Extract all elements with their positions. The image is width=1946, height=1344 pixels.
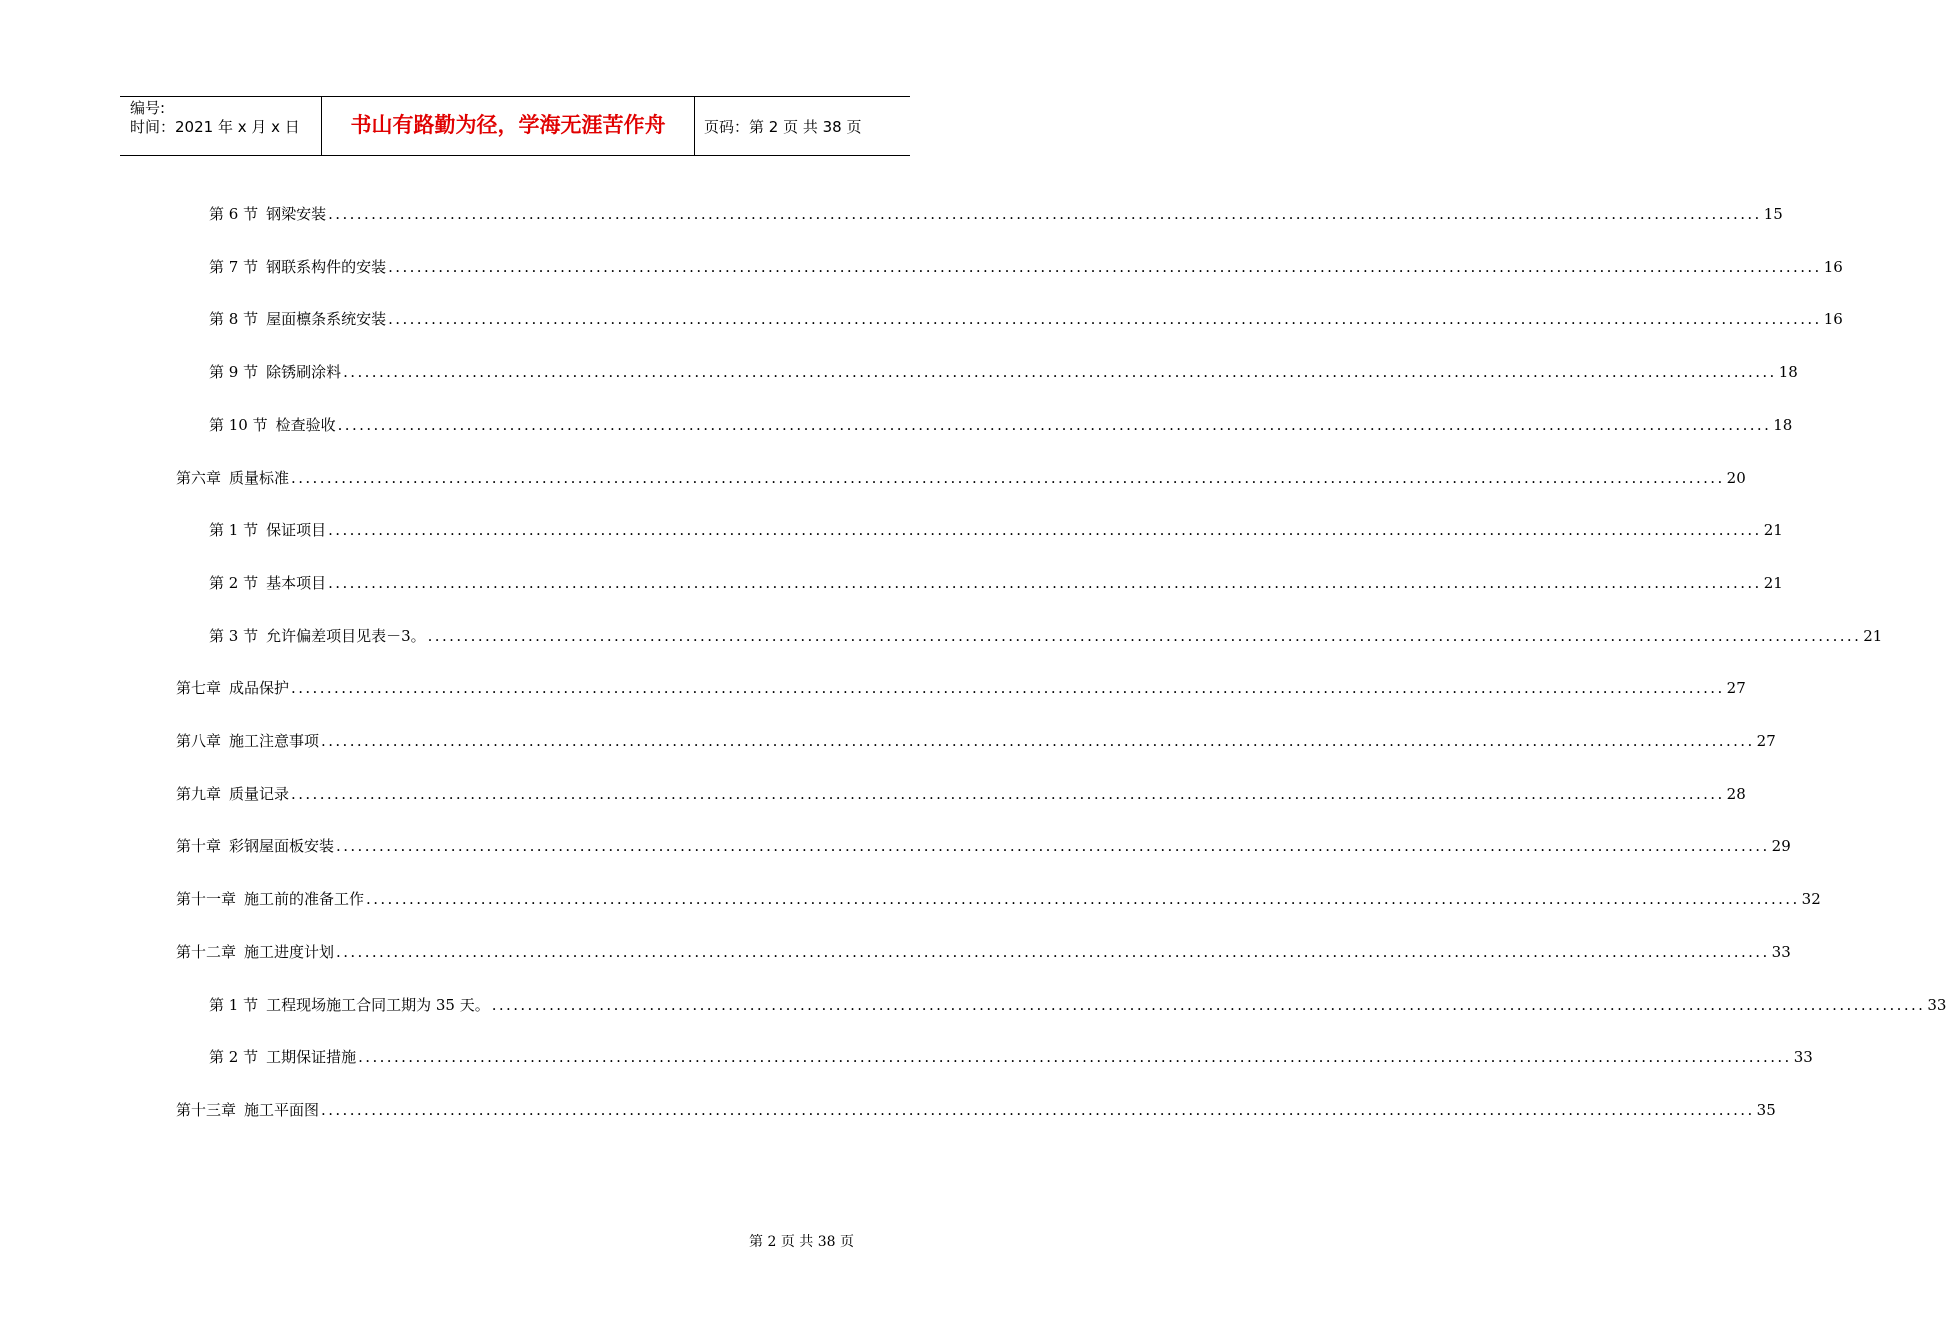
toc-entry-page: 18 [1773,415,1793,434]
toc-dot-leader: ........................................................................................................................................................................................................ [358,1048,1792,1067]
toc-entry-page: 21 [1763,521,1783,540]
toc-entry-label [176,942,334,962]
toc-section-entry[interactable] [209,520,1783,540]
toc-entry-number: 第六章 [176,468,222,487]
toc-entry-number: 第 10 节 [209,415,268,434]
toc-chapter-entry[interactable] [176,889,1821,909]
toc-entry-page: 21 [1863,626,1883,645]
toc-chapter-entry[interactable] [176,678,1746,698]
toc-dot-leader: ........................................................................................................................................................................................................ [336,942,1770,961]
toc-dot-leader: ........................................................................................................................................................................................................ [491,995,1926,1014]
toc-entry-page: 33 [1927,995,1946,1014]
toc-entry-number: 第 2 节 [209,1048,259,1067]
toc-chapter-entry[interactable] [176,942,1791,962]
toc-section-entry[interactable] [209,362,1798,382]
toc-entry-label [209,520,326,540]
toc-chapter-entry[interactable] [176,468,1746,488]
toc-dot-leader: ........................................................................................................................................................................................................ [427,626,1862,645]
toc-dot-leader: ........................................................................................................................................................................................................ [337,415,1772,434]
toc-entry-title: 彩钢屋面板安装 [229,837,335,856]
page-header [120,96,910,156]
toc-section-entry[interactable] [209,204,1783,224]
toc-entry-title: 施工进度计划 [244,942,335,961]
header-motto: 书山有路勤为径，学海无涯苦作舟 [350,113,666,137]
toc-entry-number: 第 9 节 [209,363,259,382]
toc-entry-title: 质量标准 [229,468,290,487]
toc-dot-leader: ........................................................................................................................................................................................................ [328,205,1762,223]
toc-entry-number: 第七章 [176,679,222,698]
toc-entry-label [176,784,289,804]
toc-entry-label [176,678,289,698]
toc-entry-title: 施工前的准备工作 [244,890,365,909]
toc-entry-page: 15 [1763,205,1783,223]
document-code-label: 编号: [130,99,166,117]
toc-dot-leader: ........................................................................................................................................................................................................ [321,732,1755,750]
toc-entry-number: 第 1 节 [209,995,259,1014]
toc-dot-leader: ........................................................................................................................................................................................................ [388,257,1822,276]
toc-entry-title: 除锈刷涂料 [266,363,342,382]
toc-entry-title: 成品保护 [229,679,290,698]
toc-entry-number: 第 3 节 [209,626,259,645]
toc-entry-title: 基本项目 [266,573,327,592]
toc-entry-number: 第 1 节 [209,521,259,540]
toc-entry-label [209,1047,356,1067]
toc-entry-label [176,731,319,751]
toc-entry-number: 第十章 [176,837,222,856]
toc-entry-number: 第九章 [176,784,222,803]
toc-section-entry[interactable] [209,309,1843,329]
toc-entry-title: 工期保证措施 [266,1048,357,1067]
toc-entry-page: 20 [1726,468,1746,487]
toc-section-entry[interactable] [209,257,1843,277]
toc-entry-label [176,889,364,909]
toc-entry-label [209,626,426,646]
toc-entry-page: 18 [1778,363,1798,382]
toc-entry-number: 第 7 节 [209,257,259,276]
toc-entry-title: 钢联系构件的安装 [266,257,387,276]
toc-entry-number: 第 6 节 [209,205,259,223]
toc-entry-label [209,362,341,382]
toc-entry-title: 检查验收 [275,415,336,434]
toc-entry-page: 32 [1801,890,1821,909]
toc-entry-title: 工程现场施工合同工期为 35 天。 [266,995,490,1014]
toc-dot-leader: ........................................................................................................................................................................................................ [388,310,1822,329]
toc-chapter-entry[interactable] [176,731,1776,751]
toc-entry-title: 质量记录 [229,784,290,803]
toc-entry-title: 钢梁安装 [266,205,327,223]
toc-entry-title: 允许偏差项目见表－3。 [266,626,426,645]
toc-entry-page: 33 [1771,942,1791,961]
toc-dot-leader: ........................................................................................................................................................................................................ [291,784,1725,803]
toc-entry-label [176,836,334,856]
toc-entry-label [209,995,490,1015]
toc-chapter-entry[interactable] [176,1100,1776,1120]
toc-section-entry[interactable] [209,626,1883,646]
toc-section-entry[interactable] [209,1047,1813,1067]
toc-entry-page: 28 [1726,784,1746,803]
page-footer-number: 第 2 页 共 38 页 [749,1234,854,1250]
toc-entry-title: 保证项目 [266,521,327,540]
toc-chapter-entry[interactable] [176,836,1791,856]
header-divider [694,97,695,155]
toc-chapter-entry[interactable] [176,784,1746,804]
toc-entry-number: 第十二章 [176,942,237,961]
toc-dot-leader: ........................................................................................................................................................................................................ [343,363,1777,382]
document-date: 时间：2021 年 x 月 x 日 [130,118,300,136]
toc-entry-title: 施工注意事项 [229,732,320,750]
toc-entry-number: 第 2 节 [209,573,259,592]
header-page-number: 页码：第 2 页 共 38 页 [704,118,862,136]
toc-entry-label [209,204,326,224]
toc-section-entry[interactable] [209,573,1783,593]
toc-entry-label [209,257,386,277]
toc-entry-page: 27 [1756,732,1776,750]
toc-entry-title: 屋面檩条系统安装 [266,310,387,329]
toc-entry-page: 29 [1771,837,1791,856]
toc-entry-page: 21 [1763,573,1783,592]
toc-dot-leader: ........................................................................................................................................................................................................ [291,468,1725,487]
toc-entry-page: 33 [1793,1048,1813,1067]
toc-section-entry[interactable] [209,415,1793,435]
toc-dot-leader: ........................................................................................................................................................................................................ [328,521,1762,540]
toc-entry-page: 35 [1756,1100,1776,1119]
toc-entry-page: 16 [1823,310,1843,329]
toc-entry-label [176,1100,319,1120]
toc-entry-label [209,573,326,593]
toc-entry-label [176,468,289,488]
toc-entry-label [209,415,336,435]
toc-dot-leader: ........................................................................................................................................................................................................ [336,837,1770,856]
toc-dot-leader: ........................................................................................................................................................................................................ [321,1100,1755,1119]
toc-entry-title: 施工平面图 [244,1100,320,1119]
header-meta [130,99,320,137]
toc-entry-page: 27 [1726,679,1746,698]
toc-entry-number: 第十一章 [176,890,237,909]
toc-entry-label [209,309,386,329]
toc-dot-leader: ........................................................................................................................................................................................................ [291,679,1725,698]
toc-entry-number: 第 8 节 [209,310,259,329]
toc-entry-number: 第八章 [176,732,222,750]
toc-entry-page: 16 [1823,257,1843,276]
toc-dot-leader: ........................................................................................................................................................................................................ [328,573,1762,592]
toc-section-entry[interactable] [209,995,1946,1015]
toc-entry-number: 第十三章 [176,1100,237,1119]
toc-dot-leader: ........................................................................................................................................................................................................ [366,890,1800,909]
